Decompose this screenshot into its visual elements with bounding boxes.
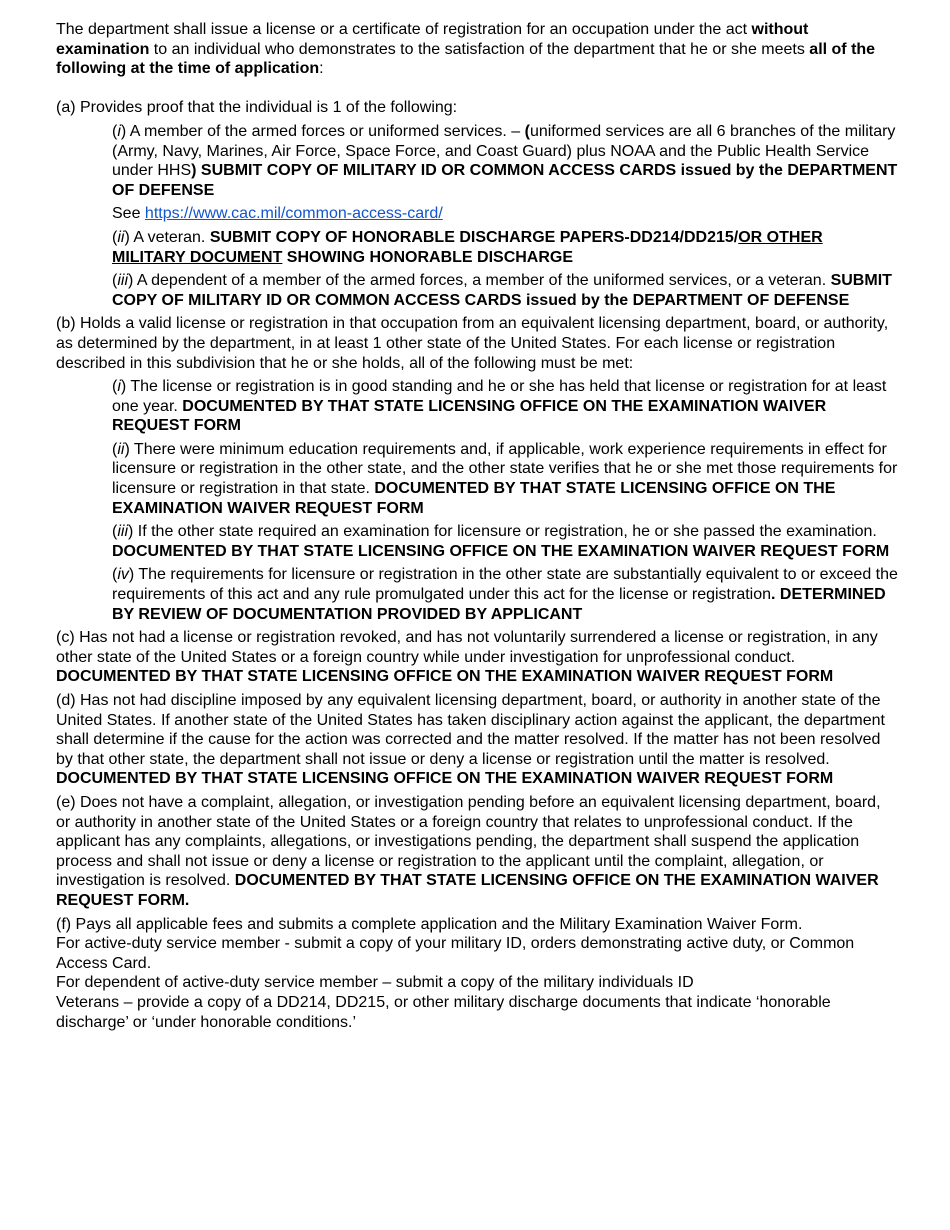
instruction-bold: . DETERMINED BY REVIEW OF DOCUMENTATION PROVIDED BY APPLICANT <box>112 586 886 623</box>
section-f-line-1: (f) Pays all applicable fees and submits a complete application and the Military Examination Waiver Form. <box>56 915 803 933</box>
section-b-heading: (b) Holds a valid license or registration in that occupation from an equivalent licensing department, board, or authority, as determined by the department, in at least 1 other state of the United States. For each license or registration described in this subdivision that he or she holds, all of the following must be met: <box>56 315 889 372</box>
item-number: i <box>117 378 121 396</box>
intro-bold-all-requirements: all of the following at the time of application <box>56 40 876 78</box>
item-number: iv <box>117 566 129 584</box>
instruction-bold: SUBMIT COPY OF HONORABLE DISCHARGE PAPERS-DD214/DD215/ <box>209 228 739 246</box>
instruction-bold: SHOWING HONORABLE DISCHARGE <box>282 248 574 266</box>
section-d: (d) Has not had discipline imposed by any equivalent licensing department, board, or authority in another state of the United States. If another state of the United States has taken disciplinary action against the applicant, the department shall determine if the cause for the action was corrected and the matter resolved. If the matter has not been resolved by that other state, the department shall not issue or deny a license or registration until the matter is resolved. DOCUMENTED BY THAT STATE LICENSING OFFICE ON THE EXAMINATION WAIVER REQUEST FORM <box>56 692 885 788</box>
item-number: ii <box>117 228 125 246</box>
section-b-item-i: (i) The license or registration is in good standing and he or she has held that license or registration for at least one year. DOCUMENTED BY THAT STATE LICENSING OFFICE ON THE EXAMINATION WAIVER REQUEST FORM <box>112 378 887 435</box>
section-e: (e) Does not have a complaint, allegation, or investigation pending before an equivalent licensing department, board, or authority in another state of the United States or a foreign country that relates to unprofessional conduct. If the applicant has any complaints, allegations, or investigations pending, the department shall suspend the application process and shall not issue or deny a license or registration to the applicant until the complaint, allegation, or investigation is resolved. DOCUMENTED BY THAT STATE LICENSING OFFICE ON THE EXAMINATION WAIVER REQUEST FORM. <box>56 793 881 909</box>
intro-paragraph <box>56 20 898 79</box>
section-b-item-iv: (iv) The requirements for licensure or registration in the other state are substantially equivalent to or exceed the requirements of this act and any rule promulgated under this act for the license or registration. DETERMINED BY REVIEW OF DOCUMENTATION PROVIDED BY APPLICANT <box>112 566 898 623</box>
section-b-item-iii: (iii) If the other state required an examination for licensure or registration, he or she passed the examination. DOCUMENTED BY THAT STATE LICENSING OFFICE ON THE EXAMINATION WAIVER REQUEST FORM <box>112 523 890 560</box>
instruction-bold: DOCUMENTED BY THAT STATE LICENSING OFFICE ON THE EXAMINATION WAIVER REQUEST FORM <box>56 668 834 686</box>
item-number: i <box>117 122 121 140</box>
intro-text: The department shall issue a license or a certificate of registration for an occupation under the act <box>56 21 752 38</box>
section-c: (c) Has not had a license or registration revoked, and has not voluntarily surrendered a license or registration, in any other state of the United States or a foreign country while under investigation for unprofessional conduct. DOCUMENTED BY THAT STATE LICENSING OFFICE ON THE EXAMINATION WAIVER REQUEST FORM <box>56 629 878 686</box>
instruction-bold: SUBMIT COPY OF MILITARY ID OR COMMON ACCESS CARDS issued by the DEPARTMENT OF DEFENSE <box>112 272 892 309</box>
intro-bold-without-examination: without examination <box>56 21 809 58</box>
section-a-item-ii: (ii) A veteran. SUBMIT COPY OF HONORABLE DISCHARGE PAPERS-DD214/DD215/OR OTHER MILITARY DOCUMENT SHOWING HONORABLE DISCHARGE <box>112 228 823 266</box>
section-f-line-2: For active-duty service member - submit a copy of your military ID, orders demonstrating active duty, or Common Access Card. <box>56 935 855 972</box>
item-number: iii <box>117 523 128 541</box>
section-b-item-ii: (ii) There were minimum education requirements and, if applicable, work experience requirements in effect for licensure or registration in the other state, and the other state verifies that he or she met those requirements for licensure or registration in that state. DOCUMENTED BY THAT STATE LICENSING OFFICE ON THE EXAMINATION WAIVER REQUEST FORM <box>112 440 898 517</box>
intro-text: to an individual who demonstrates to the satisfaction of the department that he or she meets <box>149 40 810 58</box>
instruction-bold: DOCUMENTED BY THAT STATE LICENSING OFFICE ON THE EXAMINATION WAIVER REQUEST FORM <box>112 542 890 560</box>
section-a-heading: (a) Provides proof that the individual is 1 of the following: <box>56 99 458 117</box>
item-number: iii <box>117 272 128 290</box>
instruction-bold: DOCUMENTED BY THAT STATE LICENSING OFFICE ON THE EXAMINATION WAIVER REQUEST FORM <box>56 770 834 788</box>
instruction-bold: DOCUMENTED BY THAT STATE LICENSING OFFICE ON THE EXAMINATION WAIVER REQUEST FORM <box>112 397 827 435</box>
section-a-item-iii: (iii) A dependent of a member of the armed forces, a member of the uniformed services, or a veteran. SUBMIT COPY OF MILITARY ID OR COMMON ACCESS CARDS issued by the DEPARTMENT OF DEFENSE <box>112 272 892 309</box>
instruction-bold: DOCUMENTED BY THAT STATE LICENSING OFFICE ON THE EXAMINATION WAIVER REQUEST FORM. <box>56 872 879 909</box>
item-number: ii <box>117 440 125 458</box>
cac-link[interactable]: https://www.cac.mil/common-access-card/ <box>144 205 443 223</box>
instruction-bold-underlined: OR OTHER MILITARY DOCUMENT <box>112 228 823 266</box>
section-a-item-i: (i) A member of the armed forces or uniformed services. – (uniformed services are all 6 branches of the military (Army, Navy, Marines, Air Force, Space Force, and Coast Guard) plus NOAA and the Public Health Service under HHS) SUBMIT COPY OF MILITARY ID OR COMMON ACCESS CARDS issued by the DEPARTMENT OF DEFENSE <box>112 122 898 199</box>
instruction-bold: ) SUBMIT COPY OF MILITARY ID OR COMMON ACCESS CARDS issued by the DEPARTMENT OF DEFENSE <box>112 162 898 199</box>
section-f-line-3: For dependent of active-duty service member – submit a copy of the military individuals ID <box>56 974 694 992</box>
see-link-line: See https://www.cac.mil/common-access-card/ <box>112 205 443 223</box>
section-f-line-4: Veterans – provide a copy of a DD214, DD215, or other military discharge documents that indicate ‘honorable discharge’ or ‘under honorable conditions.’ <box>56 993 831 1031</box>
intro-text: : <box>319 60 324 78</box>
instruction-bold: DOCUMENTED BY THAT STATE LICENSING OFFICE ON THE EXAMINATION WAIVER REQUEST FORM <box>112 480 836 517</box>
